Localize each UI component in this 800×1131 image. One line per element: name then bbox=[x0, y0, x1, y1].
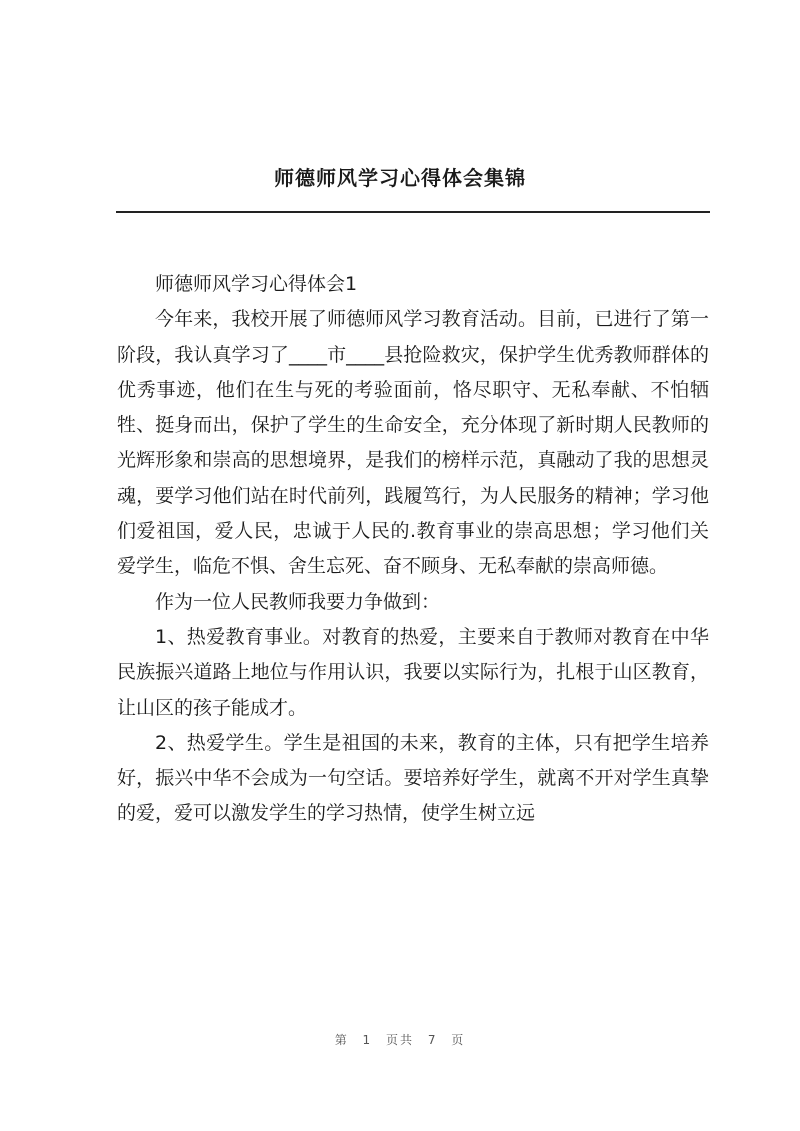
page-footer: 第 1 页共 7 页 bbox=[334, 1033, 466, 1047]
body-paragraph: 今年来，我校开展了师德师风学习教育活动。目前，已进行了第一阶段，我认真学习了____市____县抢险救灾，保护学生优秀教师群体的优秀事迹，他们在生与死的考验面前，恪尽职守、无私奉献、不怕牺牲、挺身而出，保护了学生的生命安全，充分体现了新时期人民教师的光辉形象和崇高的思想境界，是我们的榜样示范，真融动了我的思想灵魂，要学习他们站在时代前列，践履笃行，为人民服务的精神；学习他们爱祖国，爱人民，忠诚于人民的.教育事业的崇高思想；学习他们关爱学生，临危不惧、舍生忘死、奋不顾身、无私奉献的崇高师德。 bbox=[117, 308, 709, 578]
document-body bbox=[117, 267, 709, 832]
body-paragraph: 1、热爱教育事业。对教育的热爱，主要来自于教师对教育在中华民族振兴道路上地位与作用认识，我要以实际行为，扎根于山区教育，让山区的孩子能成才。 bbox=[117, 625, 709, 719]
title-divider bbox=[116, 211, 710, 213]
body-paragraph: 作为一位人民教师我要力争做到： bbox=[155, 590, 441, 613]
body-paragraph: 2、热爱学生。学生是祖国的未来，教育的主体，只有把学生培养好，振兴中华不会成为一句空话。要培养好学生，就离不开对学生真挚的爱，爱可以激发学生的学习热情，使学生树立远 bbox=[117, 731, 709, 825]
document-title: 师德师风学习心得体会集锦 bbox=[274, 166, 526, 190]
section-heading: 师德师风学习心得体会1 bbox=[155, 273, 358, 295]
